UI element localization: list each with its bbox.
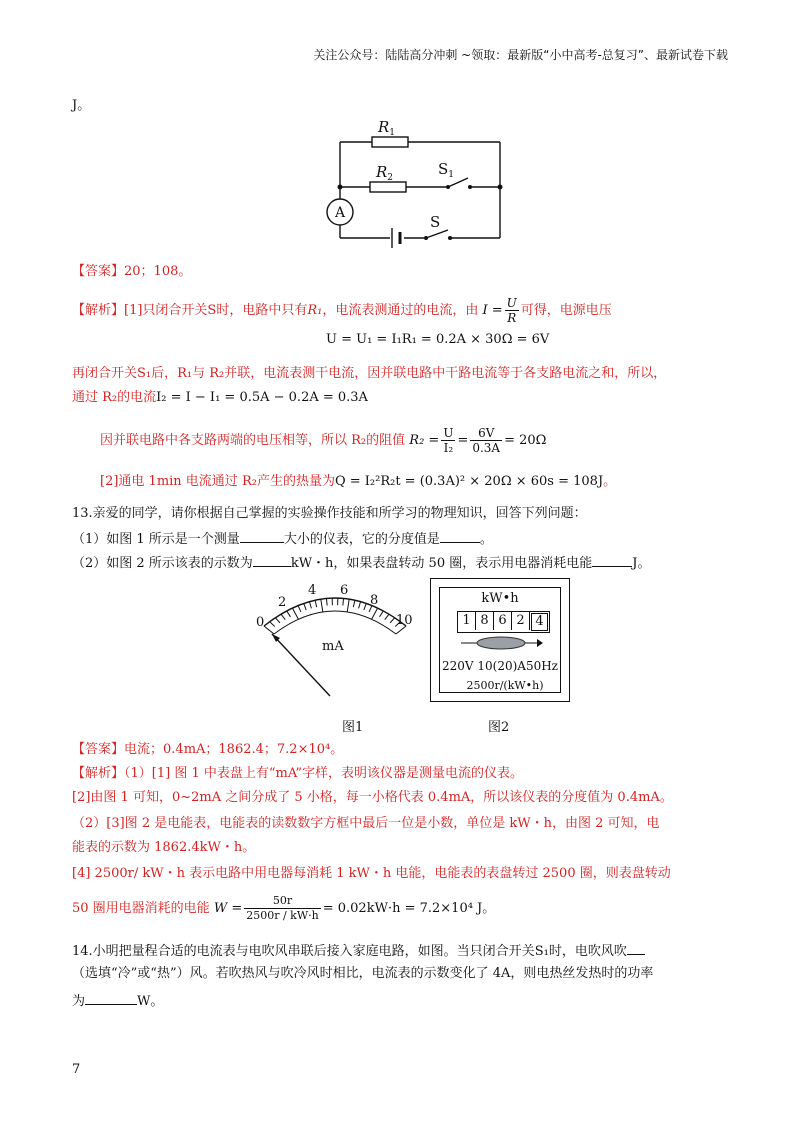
dial-major-tick [292, 608, 298, 619]
dial-major-tick [264, 626, 274, 634]
q13-part2: （2）如图 2 所示该表的示数为 kW・h，如果表盘转动 50 圈，表示用电器消耗电能 J。 [72, 552, 650, 574]
dial-minor-tick [315, 600, 317, 607]
tick-label-6: 6 [340, 583, 349, 598]
dial-minor-tick [380, 611, 384, 617]
tick-label-4: 4 [308, 583, 317, 598]
dial-minor-tick [309, 602, 311, 609]
q12-analysis-line4: 因并联电路中各支路两端的电压相等，所以 R₂的阻值 R₂ = $\frac{U}{\text{I₂}}$ = $\frac{6V}{0.3A}$ = 20Ω [100, 426, 547, 455]
resistor-r2 [370, 182, 406, 192]
q13-analysis-line6: 50 圈用电器消耗的电能 W = $\frac{50r}{2500r / kW\cdot h}$ = 0.02kW·h = 7.2×10⁴ J。 [72, 894, 496, 922]
q12-analysis-line1: 【解析】[1]只闭合开关S时，电路中只有R₁，电流表测通过的电流，由 I = $\frac{U}{R}$ 可得，电源电压 [72, 296, 612, 325]
dial-minor-tick [304, 603, 306, 610]
circuit-diagram [320, 118, 510, 248]
label-s1: $S_1$ [438, 160, 455, 180]
dial-major-tick [372, 608, 378, 619]
dial-minor-tick [364, 603, 366, 610]
energy-meter-rev: 2500r/(kW•h) [466, 679, 544, 692]
tick-label-10: 10 [396, 613, 413, 628]
ammeter-icon [327, 199, 353, 225]
dial-minor-tick [281, 614, 285, 620]
label-r2: $R_2$ [376, 163, 394, 183]
svg-text:A: A [334, 205, 346, 221]
q13-part1: （1）如图 1 所示是一个测量 大小的仪表，它的分度值是 。 [72, 528, 493, 550]
dial-minor-tick [343, 598, 344, 605]
q12-analysis-line3: 通过 R₂的电流I₂ = I − I₁ = 0.5A − 0.2A = 0.3A [72, 390, 368, 405]
energy-meter-unit: kW•h [481, 591, 519, 606]
energy-meter-digits: 1 8 6 2 4 [457, 611, 550, 633]
page-number: 7 [72, 1062, 81, 1077]
dial-minor-tick [326, 598, 327, 605]
dial-unit: mA [322, 639, 344, 654]
q14-line3: 为 W。 [72, 990, 163, 1012]
q12-eq-voltage: U = U₁ = I₁R₁ = 0.2A × 30Ω = 6V [326, 332, 550, 347]
q13-analysis-line1: 【解析】（1）[1] 图 1 中表盘上有“mA”字样，表明该仪器是测量电流的仪表。 [72, 766, 523, 781]
rotating-disc-icon [459, 635, 543, 651]
switch-s [424, 230, 452, 240]
dial-minor-tick [275, 618, 280, 623]
resistor-r1 [372, 137, 408, 147]
fig2-label: 图2 [488, 720, 510, 735]
q13-analysis-line3: （2）[3]图 2 是电能表，电能表的读数数字方框中最后一位是小数，单位是 kW・h，由图 2 可知，电 [72, 816, 660, 831]
q14-line1: 14.小明把量程合适的电流表与电吹风串联后接入家庭电路，如图。当只闭合开关S₁时，电吹风吹 [72, 940, 645, 962]
q13-analysis-line4: 能表的示数为 1862.4kW・h。 [72, 840, 256, 855]
q12-analysis-line2: 再闭合开关S₁后，R₁与 R₂并联，电流表测干电流，因并联电路中干路电流等于各支路电流之和，所以， [72, 366, 667, 381]
q13-analysis-line2: [2]由图 1 可知，0~2mA 之间分成了 5 小格，每一小格代表 0.4mA，所以该仪表的分度值为 0.4mA。 [72, 790, 673, 805]
dial-minor-tick [287, 611, 291, 617]
page-header: 关注公众号：陆陆高分冲刺 ~领取：最新版“小中高考-总复习”、最新试卷下载 [313, 48, 728, 62]
battery-icon [392, 228, 400, 248]
label-r1: $R_1$ [378, 118, 396, 138]
dial-minor-tick [390, 618, 395, 623]
q13-stem: 13.亲爱的同学，请你根据自己掌握的实验操作技能和所学习的物理知识，回答下列问题： [72, 506, 587, 521]
continued-text: J。 [72, 98, 91, 113]
dial-minor-tick [353, 600, 355, 607]
tick-label-2: 2 [278, 595, 287, 610]
q14-line2: （选填“冷”或“热”）风。若吹热风与吹冷风时相比，电流表的示数变化了 4A，则电热丝发热时的功率 [72, 966, 654, 981]
fig1-label: 图1 [342, 720, 364, 735]
tick-label-0: 0 [256, 615, 265, 630]
dial-minor-tick [298, 606, 301, 612]
q13-answer: 【答案】电流；0.4mA；1862.4；7.2×10⁴。 [72, 742, 344, 757]
energy-meter-spec: 220V 10(20)A50Hz [441, 659, 558, 673]
q12-analysis-line5: [2]通电 1min 电流通过 R₂产生的热量为Q = I₂²R₂t = (0.3A)² × 20Ω × 60s = 108J。 [100, 474, 617, 489]
energy-meter-frame [430, 578, 570, 702]
milliammeter-figure [250, 578, 420, 698]
tick-label-8: 8 [370, 593, 379, 608]
label-s: S [430, 213, 441, 231]
dial-minor-tick [385, 614, 389, 620]
dial-major-tick [347, 599, 349, 612]
dial-minor-tick [270, 622, 275, 627]
q13-analysis-line5: [4] 2500r/ kW・h 表示电路中用电器每消耗 1 kW・h 电能，电能表的表盘转过 2500 圈，则表盘转动 [72, 866, 671, 881]
dial-minor-tick [359, 602, 361, 609]
q12-answer: 【答案】20；108。 [72, 264, 192, 279]
dial-major-tick [321, 599, 323, 612]
